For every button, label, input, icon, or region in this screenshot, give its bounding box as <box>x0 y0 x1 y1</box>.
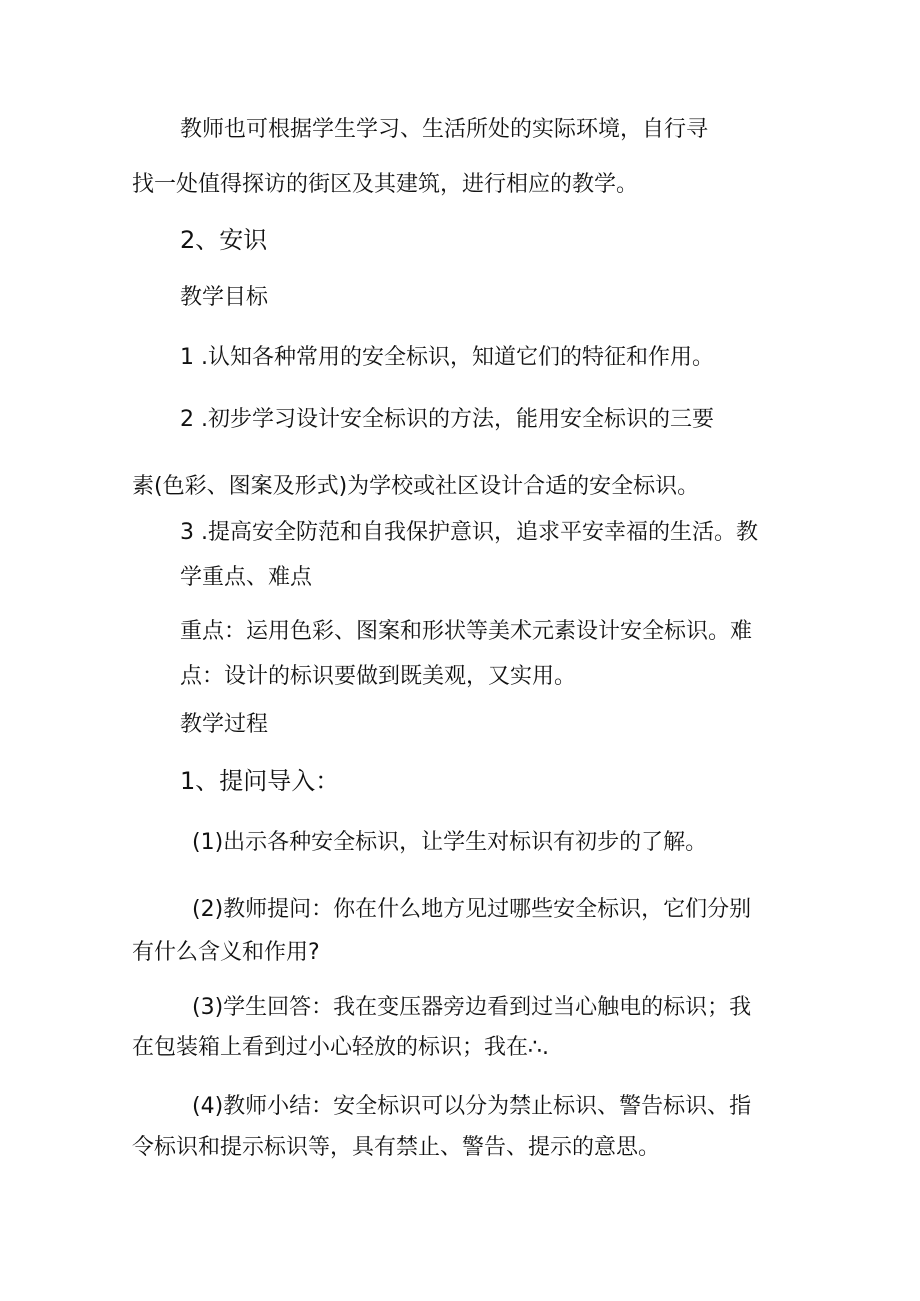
subsection-heading: 教学目标 <box>180 285 269 310</box>
subsection-heading: 教学过程 <box>180 712 269 737</box>
paragraph-line: 学重点、难点 <box>180 565 313 590</box>
paragraph-line: 素(色彩、图案及形式)为学校或社区设计合适的安全标识。 <box>132 474 700 499</box>
paragraph-line: 找一处值得探访的街区及其建筑，进行相应的教学。 <box>132 172 639 197</box>
list-item: (3)学生回答：我在变压器旁边看到过当心触电的标识；我 <box>192 995 752 1020</box>
paragraph-line: 在包装箱上看到过小心轻放的标识；我在∴. <box>132 1035 549 1060</box>
paragraph-line: 重点：运用色彩、图案和形状等美术元素设计安全标识。难 <box>180 619 753 644</box>
list-item: (2)教师提问：你在什么地方见过哪些安全标识，它们分别 <box>192 897 752 922</box>
paragraph-line: 教师也可根据学生学习、生活所处的实际环境，自行寻 <box>180 117 709 142</box>
list-item: 1 .认知各种常用的安全标识，知道它们的特征和作用。 <box>180 345 714 370</box>
list-item: (4)教师小结：安全标识可以分为禁止标识、警告标识、指 <box>192 1094 752 1119</box>
paragraph-line: 令标识和提示标识等，具有禁止、警告、提示的意思。 <box>132 1135 661 1160</box>
paragraph-line: 点：设计的标识要做到既美观，又实用。 <box>180 664 577 689</box>
list-item: (1)出示各种安全标识，让学生对标识有初步的了解。 <box>192 830 708 855</box>
list-item: 2 .初步学习设计安全标识的方法，能用安全标识的三要 <box>180 407 714 432</box>
list-item: 3 .提高安全防范和自我保护意识，追求平安幸福的生活。教 <box>180 520 758 545</box>
section-heading: 2、安识 <box>180 226 268 254</box>
paragraph-line: 有什么含义和作用? <box>132 940 320 965</box>
step-heading: 1、提问导入： <box>180 767 340 795</box>
